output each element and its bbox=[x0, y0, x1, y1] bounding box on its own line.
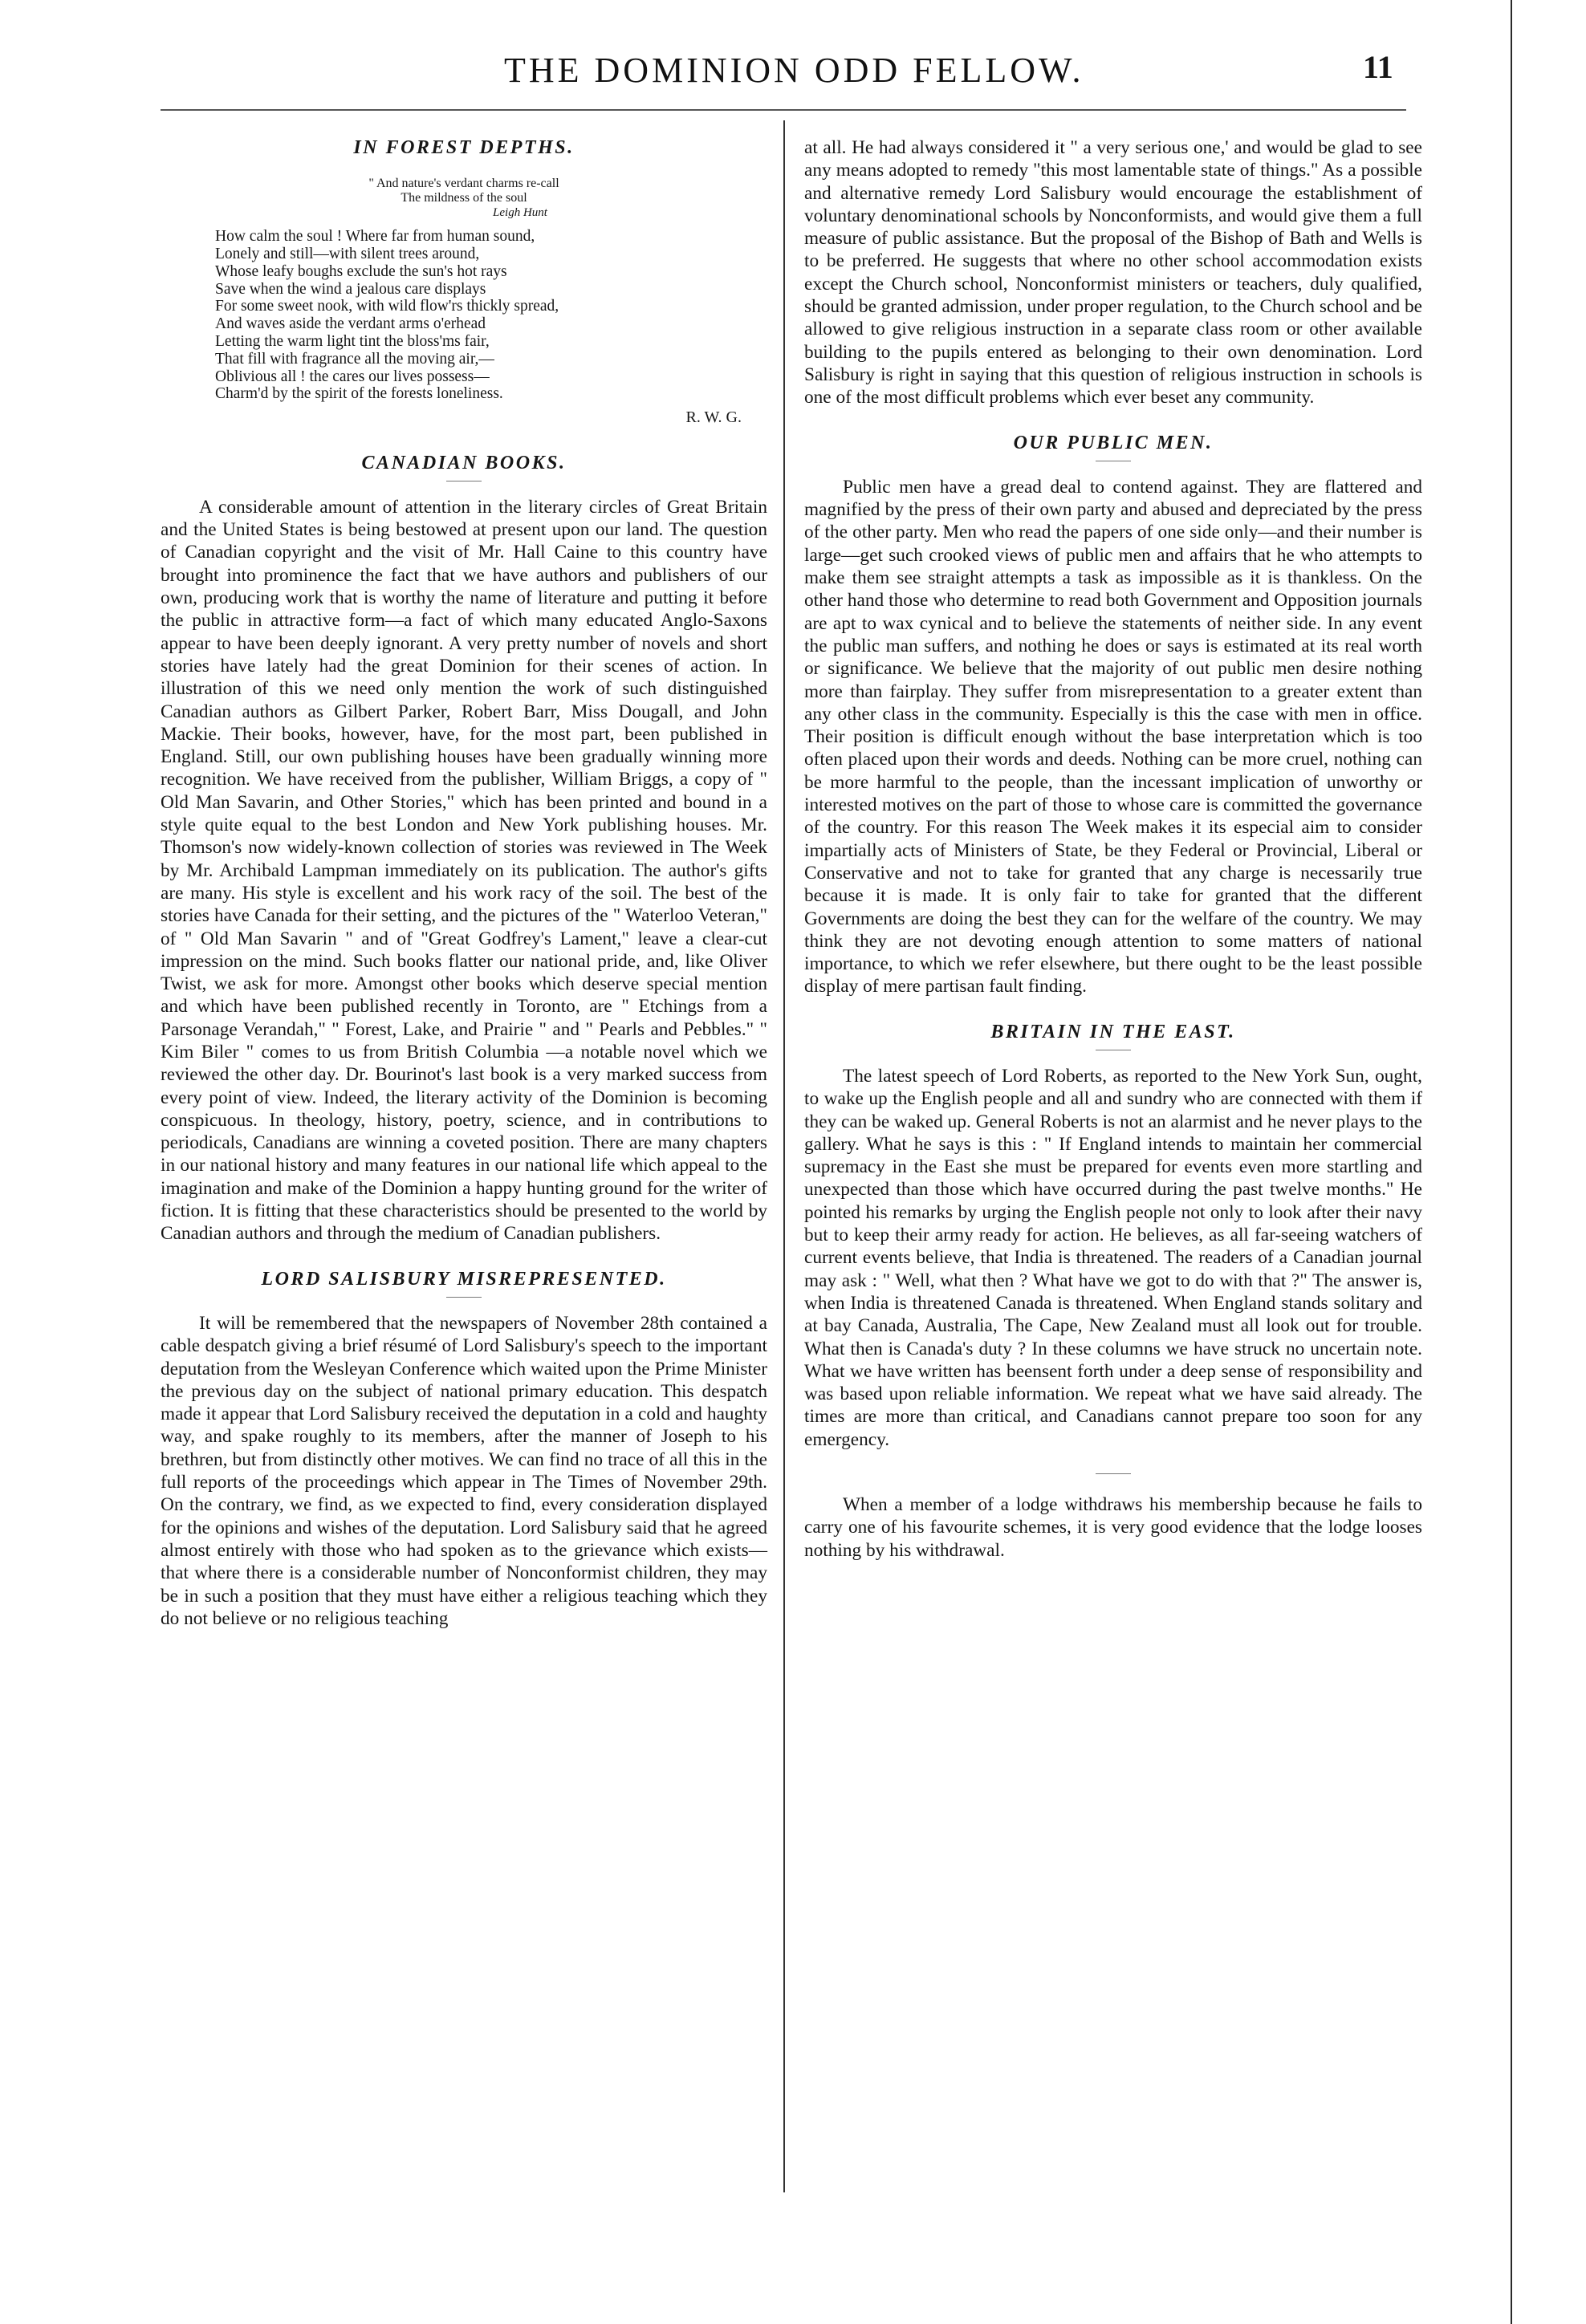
poem-line: For some sweet nook, with wild flow'rs thickly spread, bbox=[215, 298, 559, 315]
poem-line: Oblivious all ! the cares our lives possess— bbox=[215, 368, 490, 385]
title-rule bbox=[446, 1297, 482, 1298]
poem-title: IN FOREST DEPTHS. bbox=[353, 137, 575, 158]
section-title: CANADIAN BOOKS. bbox=[361, 452, 567, 473]
article-paragraph: Public men have a gread deal to contend against. They are flattered and magnified by the press of their own party and abused and depreciated by the press of the other party. Men who read the papers of one side only—and their number is large—get such crooked views of public men and affairs that he who attempts to make them see straight attempts a task as impossible as it is thankless. On the other hand those who determine to read both Government and Opposition journals are apt to wax cynical and to believe the statements of neither side. In any event the public man suffers, and nothing he does or says is estimated at its real worth or significance. We believe that the majority of out public men desire nothing more than fairplay. They suffer from misrepresentation to a greater extent than any other class in the community. Especially is this the case with men in office. Their position is difficult enough without the base interpretation which is too often placed upon their words and deeds. Nothing can be more cruel, nothing can be more harmful to the people, than the incessant implication of unworthy or interested motives on the part of those to whose care is committed the governance of the country. For this reason The Week makes it its especial aim to consider impartially acts of Ministers of State, be they Federal or Provincial, Liberal or Conservative and not to take for granted that any charge is necessarily true because it is made. It is only fair to take for granted that the different Governments are doing the best they can for the welfare of the country. We may think they are not devoting enough attention to some matters of national importance, to which we refer elsewhere, but there ought to be the least possible display of mere partisan fault finding. bbox=[804, 476, 1422, 997]
column-divider bbox=[783, 120, 785, 2192]
article-paragraph: The latest speech of Lord Roberts, as reported to the New York Sun, ought, to wake up the English people and all and sundry who are connected with them if they can be waked up. General Roberts is not an alarmist and he never plays to the gallery. What he says is this : " If England intends to maintain her commercial supremacy in the East she must be prepared for events even more startling and unexpected than those which have occurred during the past twelve months." He pointed his remarks by urging the English people not only to look after their navy but to keep their army ready for action. He believes, as all far-seeing watchers of current events believe, that India is threatened. The readers of a Canadian journal may ask : " Well, what then ? What have we got to do with that ?" The answer is, when India is threatened Canada is threatened. When England stands solitary and at bay Canada, Australia, The Cape, New Zealand must all look out for trouble. What then is Canada's duty ? In these columns we have struck no uncertain note. What we have written has beensent forth under a deep sense of responsibility and was based upon reliable information. We repeat what we have said already. The times are more than critical, and Canadians cannot prepare too soon for any emergency. bbox=[804, 1065, 1422, 1450]
poem-epigraph bbox=[161, 177, 767, 220]
poem-line: How calm the soul ! Where far from human sound, bbox=[215, 228, 535, 246]
left-column bbox=[161, 136, 767, 1652]
poem-signature: R. W. G. bbox=[685, 408, 742, 427]
section-separator bbox=[1096, 1473, 1131, 1474]
lord-salisbury-section bbox=[161, 1268, 767, 1630]
public-men-section bbox=[804, 432, 1422, 998]
poem-line: Charm'd by the spirit of the forests loneliness. bbox=[215, 385, 503, 403]
header-rule bbox=[161, 109, 1406, 111]
page-edge-shadow bbox=[1511, 0, 1512, 2324]
lodge-note-section bbox=[804, 1493, 1422, 1562]
britain-east-section bbox=[804, 1021, 1422, 1451]
epigraph-line: " And nature's verdant charms re-call bbox=[368, 177, 559, 191]
poem-line: Save when the wind a jealous care displays bbox=[215, 280, 486, 298]
salisbury-continuation bbox=[804, 136, 1422, 409]
right-column bbox=[804, 136, 1422, 1584]
poem-section bbox=[161, 136, 767, 429]
poem-line: That fill with fragrance all the moving air,— bbox=[215, 350, 494, 368]
poem-line: Letting the warm light tint the bloss'ms fair, bbox=[215, 333, 490, 351]
article-paragraph: When a member of a lodge withdraws his membership because he fails to carry one of his favourite schemes, it is very good evidence that the lodge looses nothing by his withdrawal. bbox=[804, 1494, 1422, 1561]
article-paragraph: A considerable amount of attention in the literary circles of Great Britain and the United States is being bestowed at present upon our land. The question of Canadian copyright and the visit of Mr. Hall Caine to this country have brought into prominence the fact that we have authors and publishers of our own, producing work that is worthy the name of literature and putting it before the public in attractive form—a fact of which many educated Anglo-Saxons appear to have been deeply ignorant. A very pretty number of novels and short stories have lately had the great Dominion for their scenes of action. In illustration of this we need only mention the work of such distinguished Canadian authors as Gilbert Parker, Robert Barr, Miss Dougall, and John Mackie. Their books, however, have, for the most part, been published in England. Still, our own publishing houses have been gradually winning more recognition. We have received from the publisher, William Briggs, a copy of " Old Man Savarin, and Other Stories," which has been printed and bound in a style quite equal to the best London and New York publishing houses. Mr. Thomson's now widely-known collection of stories was reviewed in The Week by Mr. Archibald Lampman immediately on its publication. The author's gifts are many. His style is excellent and his work racy of the soil. The best of the stories have Canada for their setting, and the pictures of the " Waterloo Veteran," of " Old Man Savarin " and of "Great Godfrey's Lament," leave a clear-cut impression on the mind. Such books flatter our national pride, and, like Oliver Twist, we ask for more. Amongst other books which deserve special mention and which have been published recently in Toronto, are " Etchings from a Parsonage Verandah," " Forest, Lake, and Prairie " and " Pearls and Pebbles." " Kim Biler " comes to us from British Columbia —a notable novel which we reviewed the other day. Dr. Bourinot's last book is a very marked success from every point of view. Indeed, the literary activity of the Dominion is becoming conspicuous. In theology, history, poetry, science, and in contributions to periodicals, Canadians are winning a coveted position. There are many chapters in our national history and many features in our national life which appeal to the imagination and make of the Dominion a happy hunting ground for the writer of fiction. It is fitting that these characteristics should be presented to the world by Canadian authors and through the medium of Canadian publishers. bbox=[161, 496, 767, 1245]
poem-body bbox=[161, 228, 767, 403]
section-title: LORD SALISBURY MISREPRESENTED. bbox=[261, 1268, 667, 1290]
article-paragraph: at all. He had always considered it " a very serious one,' and would be glad to see any means adopted to remedy "this most lamentable state of things." As a possible and alternative remedy Lord Salisbury would encourage the establishment of voluntary denominational schools by Nonconformists, and would give them a full measure of public assistance. But the proposal of the Bishop of Bath and Wells is to be preferred. He suggests that where no other school accommodation exists except the Church school, Nonconformist ministers or teachers, duly qualified, should be granted admission, under proper regulation, to the Church school and be allowed to give religious instruction in a separate class room or other available building to the pupils entered as belonging to their own denomination. Lord Salisbury is right in saying that this question of religious instruction in schools is one of the most difficult problems which ever beset any community. bbox=[804, 137, 1422, 408]
article-paragraph: It will be remembered that the newspapers of November 28th contained a cable despatch giving a brief résumé of Lord Salisbury's speech to the important deputation from the Wesleyan Conference which waited upon the Prime Minister the previous day on the subject of national primary education. This despatch made it appear that Lord Salisbury received the deputation in a cold and haughty way, and spake roughly to its members, after the manner of Joseph to his brethren, but from distinctly other motives. We can find no trace of all this in the full reports of the proceedings which appear in The Times of November 29th. On the contrary, we find, as we expected to find, every consideration displayed for the opinions and wishes of the deputation. Lord Salisbury said that he agreed almost entirely with those who had spoken as to the grievance which exists—that where there is a considerable number of Nonconformist children, they may be in such a position that they must have either a religious teaching which they do not believe or no religious teaching bbox=[161, 1312, 767, 1629]
page-header bbox=[0, 50, 1586, 106]
poem-line: And waves aside the verdant arms o'erhead bbox=[215, 315, 486, 333]
publication-title: THE DOMINION ODD FELLOW. bbox=[504, 51, 1084, 90]
poem-line: Whose leafy boughs exclude the sun's hot rays bbox=[215, 262, 507, 280]
poem-line: Lonely and still—with silent trees around, bbox=[215, 246, 480, 263]
epigraph-author: Leigh Hunt bbox=[493, 206, 547, 220]
section-title: BRITAIN IN THE EAST. bbox=[990, 1021, 1236, 1042]
canadian-books-section bbox=[161, 452, 767, 1245]
page-number: 11 bbox=[1363, 49, 1393, 85]
epigraph-line: The mildness of the soul bbox=[401, 191, 527, 205]
section-title: OUR PUBLIC MEN. bbox=[1013, 432, 1214, 453]
